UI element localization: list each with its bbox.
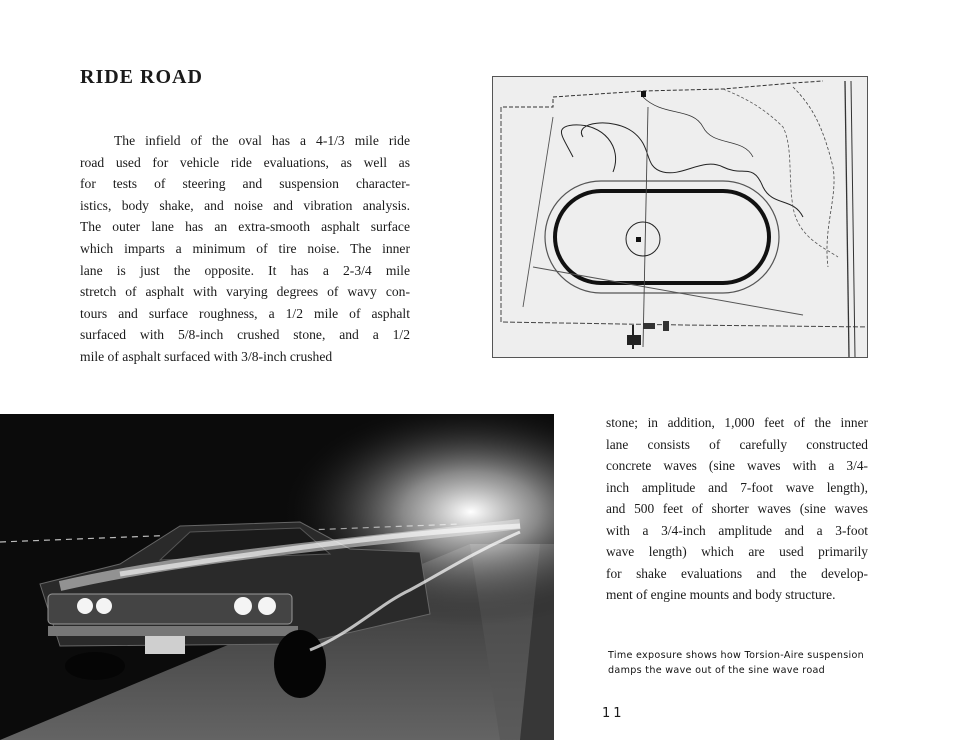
body-line: stretch of asphalt with varying degrees of wavy con-: [80, 284, 410, 300]
page-title: RIDE ROAD: [80, 66, 203, 88]
body-line: for tests of steering and suspension character-: [80, 176, 410, 192]
body-line: inch amplitude and 7-foot wave length),: [606, 479, 868, 495]
body-line: wave length) which are used primarily: [606, 544, 868, 559]
body-line: with a 3/4-inch amplitude and a 3-foot: [606, 522, 868, 538]
body-line: tours and surface roughness, a 1/2 mile of asphalt: [80, 305, 410, 321]
proving-ground-map: [492, 76, 868, 358]
body-line: mile of asphalt surfaced with 3/8-inch crushed: [80, 348, 333, 364]
photo-caption: [608, 648, 908, 678]
body-line: which imparts a minimum of tire noise. The inner: [80, 240, 410, 256]
body-text-column-2: [606, 412, 868, 606]
caption-line: Time exposure shows how Torsion-Aire suspension: [608, 650, 865, 661]
body-line: road used for vehicle ride evaluations, as well as: [80, 154, 410, 170]
body-line: The outer lane has an extra-smooth asphalt surface: [80, 219, 410, 235]
body-line: lane is just the opposite. It has a 2-3/4 mile: [80, 262, 410, 278]
body-line: and 500 feet of shorter waves (sine waves: [606, 501, 868, 516]
body-line: for shake evaluations and the develop-: [606, 565, 868, 581]
body-line: surfaced with 5/8-inch crushed stone, and a 1/2: [80, 327, 410, 343]
body-line: stone; in addition, 1,000 feet of the inner: [606, 415, 868, 430]
track-map-drawing: [493, 77, 867, 357]
car-photo-illustration: [0, 414, 554, 740]
body-line: The infield of the oval has a 4-1/3 mile ride: [114, 133, 410, 148]
car-night-photo: [0, 414, 554, 740]
page-number: 11: [602, 706, 625, 721]
body-line: lane consists of carefully constructed: [606, 436, 868, 452]
body-line: ment of engine mounts and body structure.: [606, 587, 836, 602]
body-line: istics, body shake, and noise and vibration analysis.: [80, 197, 410, 213]
body-text-column-1: [80, 130, 410, 368]
body-line: concrete waves (sine waves with a 3/4-: [606, 458, 868, 473]
caption-line: damps the wave out of the sine wave road: [608, 665, 826, 676]
